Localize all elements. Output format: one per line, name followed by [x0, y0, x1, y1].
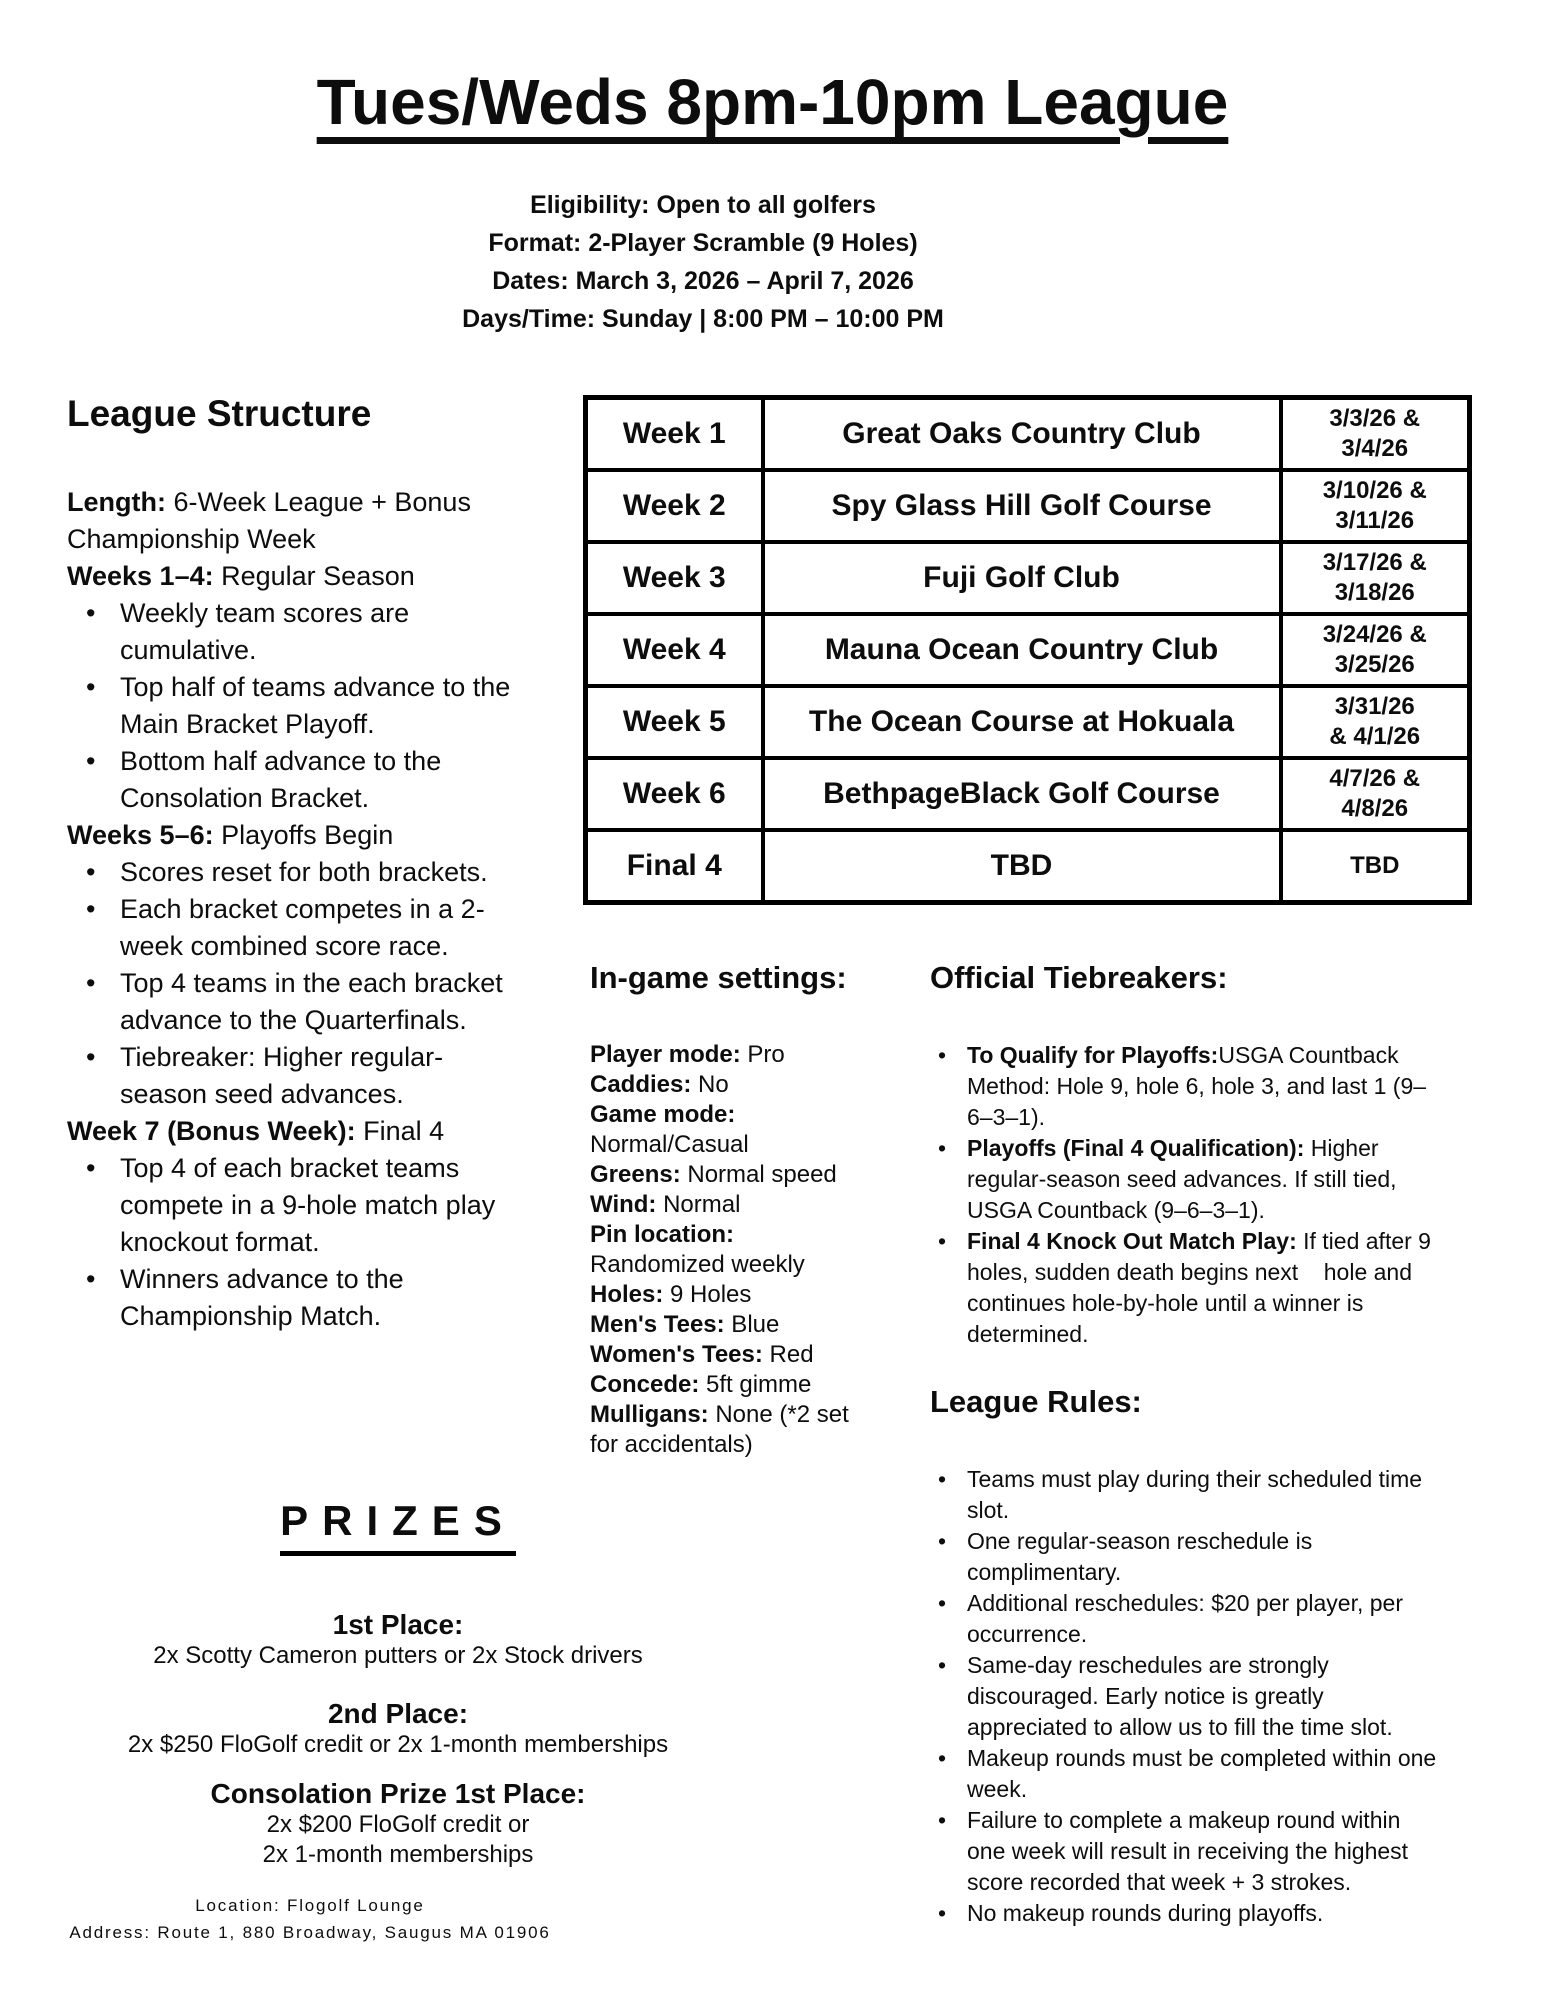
- course-cell: BethpageBlack Golf Course: [763, 758, 1281, 830]
- tiebreaker-item: [967, 1226, 1442, 1350]
- tiebreaker-text: Higher regular-season seed advances. If still tied, USGA Countback (9–6–3–1).: [967, 1135, 1403, 1223]
- list-item: [120, 743, 512, 817]
- tiebreaker-label: Playoffs (Final 4 Qualification):: [967, 1135, 1305, 1161]
- date-line-1: 3/24/26 &: [1322, 621, 1427, 648]
- list-item: [120, 595, 512, 669]
- date-line-1: 3/3/26 &: [1329, 405, 1421, 432]
- dates-cell: [1281, 614, 1470, 686]
- footer: [0, 1892, 620, 1946]
- setting-mulligans: [590, 1400, 858, 1460]
- weeks-5-6-text: Playoffs Begin: [213, 820, 394, 850]
- rule-item: [967, 1588, 1442, 1650]
- address-line: Address: Route 1, 880 Broadway, Saugus MA 01906: [69, 1923, 551, 1942]
- week-7-label: Week 7 (Bonus Week):: [67, 1116, 356, 1146]
- list-item: [120, 669, 512, 743]
- setting-pin-location: [590, 1220, 858, 1280]
- setting-caddies: [590, 1070, 858, 1100]
- tiebreakers-list: [930, 1040, 1442, 1350]
- week-7-text: Final 4: [355, 1116, 445, 1146]
- setting-mens-tees: [590, 1310, 858, 1340]
- setting-womens-tees: [590, 1340, 858, 1370]
- bullet-text: Weekly team scores are cumulative.: [120, 598, 410, 665]
- rule-item: [967, 1805, 1442, 1898]
- prizes-heading: [0, 1498, 796, 1556]
- week-cell: Week 6: [586, 758, 763, 830]
- dates-line: Dates: March 3, 2026 – April 7, 2026: [492, 267, 914, 295]
- date-line-2: 3/11/26: [1335, 507, 1415, 534]
- date-line-2: 3/4/26: [1341, 435, 1409, 462]
- week-cell: Week 2: [586, 470, 763, 542]
- schedule-row: [586, 758, 1470, 830]
- tiebreaker-label: Final 4 Knock Out Match Play:: [967, 1228, 1297, 1254]
- list-item: [120, 1150, 512, 1261]
- schedule-row: [586, 614, 1470, 686]
- bullet-text: Each bracket competes in a 2-week combined score race.: [120, 894, 485, 961]
- setting-value: 9 Holes: [663, 1281, 752, 1308]
- list-item: [120, 1039, 512, 1113]
- week-7-line: [67, 1113, 512, 1150]
- date-line-1: 4/7/26 &: [1329, 765, 1421, 792]
- weeks-1-4-line: [67, 558, 512, 595]
- date-line-2: 4/8/26: [1341, 795, 1409, 822]
- course-cell: Mauna Ocean Country Club: [763, 614, 1281, 686]
- setting-value: 5ft gimme: [699, 1371, 812, 1398]
- ingame-settings-section: [590, 960, 858, 1460]
- prizes-heading-text: PRIZES: [280, 1498, 516, 1556]
- setting-wind: [590, 1190, 858, 1220]
- setting-label: Player mode:: [590, 1041, 741, 1068]
- setting-game-mode: [590, 1100, 858, 1160]
- second-place-prize: 2x $250 FloGolf credit or 2x 1-month memberships: [127, 1731, 669, 1758]
- tiebreaker-label: To Qualify for Playoffs:: [967, 1042, 1219, 1068]
- eligibility-line: Eligibility: Open to all golfers: [530, 191, 876, 219]
- schedule-row: [586, 542, 1470, 614]
- week-cell: Week 5: [586, 686, 763, 758]
- date-line-1: TBD: [1350, 852, 1400, 879]
- rule-text: Makeup rounds must be completed within one week.: [967, 1745, 1437, 1802]
- date-line-1: 3/31/26: [1334, 693, 1415, 720]
- tiebreaker-item: [967, 1133, 1442, 1226]
- setting-label: Mulligans:: [590, 1401, 709, 1428]
- bullet-text: Top 4 of each bracket teams compete in a 9-hole match play knockout format.: [120, 1153, 496, 1257]
- course-cell: Great Oaks Country Club: [763, 398, 1281, 471]
- course-cell: Fuji Golf Club: [763, 542, 1281, 614]
- date-line-2: 3/18/26: [1334, 579, 1415, 606]
- setting-value: Pro: [740, 1041, 785, 1068]
- tiebreakers-heading: Official Tiebreakers:: [930, 960, 1228, 995]
- setting-concede: [590, 1370, 858, 1400]
- rule-text: One regular-season reschedule is complimentary.: [967, 1528, 1313, 1585]
- second-place-label: 2nd Place:: [327, 1698, 469, 1729]
- week-cell: Week 3: [586, 542, 763, 614]
- first-place-prize: 2x Scotty Cameron putters or 2x Stock drivers: [153, 1642, 643, 1669]
- rule-item: [967, 1898, 1442, 1929]
- setting-label: Pin location:: [590, 1221, 734, 1248]
- bullet-text: Top 4 teams in the each bracket advance to the Quarterfinals.: [120, 968, 503, 1035]
- week-cell: Final 4: [586, 830, 763, 903]
- list-item: [120, 891, 512, 965]
- setting-value: Normal/Casual: [590, 1131, 749, 1158]
- tiebreaker-item: [967, 1040, 1442, 1133]
- setting-label: Caddies:: [590, 1071, 692, 1098]
- dates-cell: [1281, 758, 1470, 830]
- tiebreaker-text: USGA Countback Method: Hole 9, hole 6, hole 3, and last 1 (9–6–3–1).: [967, 1042, 1427, 1130]
- schedule-row: [586, 686, 1470, 758]
- bullet-text: Winners advance to the Championship Match.: [120, 1264, 404, 1331]
- bullet-text: Scores reset for both brackets.: [120, 857, 488, 887]
- length-text: 6-Week League + Bonus Championship Week: [67, 487, 471, 554]
- setting-label: Concede:: [590, 1371, 700, 1398]
- date-line-2: 3/25/26: [1334, 651, 1415, 678]
- header-info: [0, 186, 1406, 338]
- rule-item: [967, 1743, 1442, 1805]
- dates-cell: [1281, 398, 1470, 471]
- setting-holes: [590, 1280, 858, 1310]
- setting-value: None (*2 set for accidentals): [590, 1401, 849, 1458]
- schedule-row: [586, 470, 1470, 542]
- consolation-label: Consolation Prize 1st Place:: [210, 1778, 586, 1809]
- format-line: Format: 2-Player Scramble (9 Holes): [488, 229, 918, 257]
- bullet-text: Bottom half advance to the Consolation Bracket.: [120, 746, 442, 813]
- consolation-prize-line-1: 2x $200 FloGolf credit or: [266, 1811, 530, 1838]
- weeks-5-6-label: Weeks 5–6:: [67, 820, 214, 850]
- league-structure-heading: League Structure: [67, 393, 372, 434]
- league-rules-heading: League Rules:: [930, 1384, 1142, 1419]
- setting-value: Red: [762, 1341, 814, 1368]
- setting-value: Normal speed: [680, 1161, 837, 1188]
- setting-player-mode: [590, 1040, 858, 1070]
- dates-cell: [1281, 830, 1470, 903]
- setting-label: Women's Tees:: [590, 1341, 763, 1368]
- course-cell: Spy Glass Hill Golf Course: [763, 470, 1281, 542]
- setting-value: No: [691, 1071, 729, 1098]
- rule-item: [967, 1464, 1442, 1526]
- setting-greens: [590, 1160, 858, 1190]
- dates-cell: [1281, 542, 1470, 614]
- weeks-1-4-text: Regular Season: [213, 561, 415, 591]
- rule-text: Failure to complete a makeup round within one week will result in receiving the highest score recorded that week + 3 strokes.: [967, 1807, 1409, 1895]
- list-item: [120, 965, 512, 1039]
- rule-text: No makeup rounds during playoffs.: [967, 1900, 1324, 1926]
- weeks-5-6-bullets: [67, 854, 512, 1113]
- dates-cell: [1281, 470, 1470, 542]
- bullet-text: Tiebreaker: Higher regular-season seed advances.: [120, 1042, 444, 1109]
- weeks-1-4-bullets: [67, 595, 512, 817]
- page-title-text: Tues/Weds 8pm-10pm League: [316, 66, 1229, 138]
- setting-label: Game mode:: [590, 1101, 736, 1128]
- setting-label: Men's Tees:: [590, 1311, 725, 1338]
- page-title: [0, 66, 1545, 138]
- league-structure-section: [67, 392, 512, 1335]
- length-line: [67, 484, 512, 558]
- week-cell: Week 4: [586, 614, 763, 686]
- week-7-bullets: [67, 1150, 512, 1335]
- league-rules-list: [930, 1464, 1442, 1929]
- weeks-5-6-line: [67, 817, 512, 854]
- schedule-table: [583, 395, 1472, 905]
- date-line-1: 3/17/26 &: [1322, 549, 1427, 576]
- schedule-row: [586, 830, 1470, 903]
- prizes-section: [0, 1498, 796, 1870]
- setting-label: Wind:: [590, 1191, 657, 1218]
- first-place-label: 1st Place:: [332, 1609, 464, 1640]
- list-item: [120, 1261, 512, 1335]
- length-label: Length:: [67, 487, 166, 517]
- location-line: Location: Flogolf Lounge: [195, 1896, 425, 1915]
- rule-text: Same-day reschedules are strongly discouraged. Early notice is greatly appreciated to allow us to fill the time slot.: [967, 1652, 1393, 1740]
- rule-text: Additional reschedules: $20 per player, per occurrence.: [967, 1590, 1404, 1647]
- rule-item: [967, 1650, 1442, 1743]
- bullet-text: Top half of teams advance to the Main Bracket Playoff.: [120, 672, 511, 739]
- days-time-line: Days/Time: Sunday | 8:00 PM – 10:00 PM: [462, 305, 944, 333]
- consolation-prize-line-2: 2x 1-month memberships: [262, 1841, 534, 1868]
- setting-value: Randomized weekly: [590, 1251, 805, 1278]
- date-line-1: 3/10/26 &: [1322, 477, 1427, 504]
- ingame-settings-heading: In-game settings:: [590, 960, 847, 995]
- tiebreakers-rules-section: [930, 960, 1442, 1929]
- schedule-row: [586, 398, 1470, 471]
- list-item: [120, 854, 512, 891]
- date-line-2: & 4/1/26: [1329, 723, 1421, 750]
- tiebreaker-text: If tied after 9 holes, sudden death begins next hole and continues hole-by-hole until a winner is determined.: [967, 1228, 1438, 1347]
- course-cell: The Ocean Course at Hokuala: [763, 686, 1281, 758]
- setting-value: Blue: [724, 1311, 780, 1338]
- week-cell: Week 1: [586, 398, 763, 471]
- dates-cell: [1281, 686, 1470, 758]
- rule-item: [967, 1526, 1442, 1588]
- weeks-1-4-label: Weeks 1–4:: [67, 561, 214, 591]
- rule-text: Teams must play during their scheduled time slot.: [967, 1466, 1423, 1523]
- setting-value: Normal: [656, 1191, 741, 1218]
- setting-label: Holes:: [590, 1281, 664, 1308]
- setting-label: Greens:: [590, 1161, 681, 1188]
- course-cell: TBD: [763, 830, 1281, 903]
